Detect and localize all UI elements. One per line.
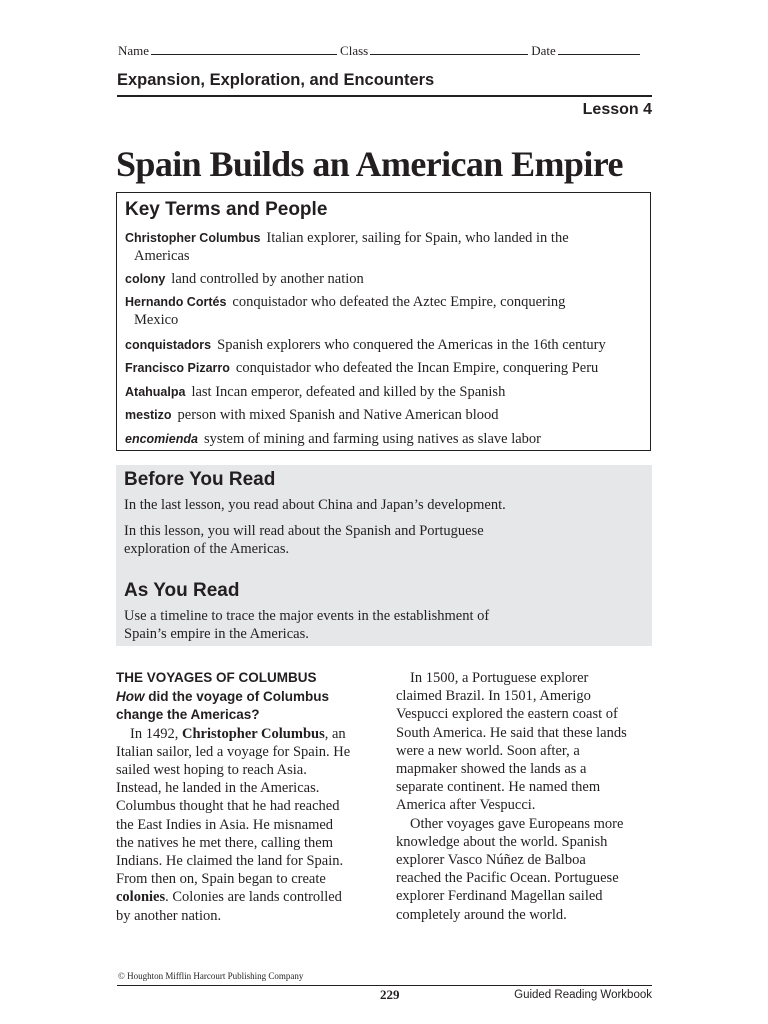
before-you-read-heading: Before You Read <box>124 469 276 490</box>
term-item <box>125 270 645 288</box>
before-you-read-text-1: In the last lesson, you read about China and Japan’s development. <box>124 497 506 513</box>
left-column-body <box>116 725 378 925</box>
body-text-line <box>396 851 654 869</box>
body-text: South America. He said that these lands <box>396 724 627 741</box>
copyright-notice: © Houghton Mifflin Harcourt Publishing Company <box>118 971 304 981</box>
term-item <box>125 359 645 377</box>
term-item <box>125 336 645 354</box>
as-you-read-text-b: Spain’s empire in the Americas. <box>124 626 309 642</box>
body-text: were a new world. Soon after, a <box>396 742 580 759</box>
body-text-line <box>396 705 654 723</box>
body-text-line <box>396 778 654 796</box>
body-text-line <box>396 724 654 742</box>
date-blank[interactable] <box>558 43 640 55</box>
term-definition-cont: Mexico <box>134 312 179 328</box>
term-item <box>125 406 645 424</box>
body-text: Columbus thought that he had reached <box>116 798 340 815</box>
page-title: Spain Builds an American Empire <box>116 144 623 184</box>
term-definition: conquistador who defeated the Aztec Empire, conquering <box>232 294 566 310</box>
term-item <box>125 293 645 329</box>
key-terms-box <box>116 192 651 451</box>
body-text-line <box>396 869 654 887</box>
term-definition: last Incan emperor, defeated and killed by the Spanish <box>191 384 506 400</box>
body-text: Italian sailor, led a voyage for Spain. He <box>116 743 351 760</box>
body-text-line <box>396 887 654 905</box>
term-item <box>125 383 645 401</box>
before-you-read-text-2a: In this lesson, you will read about the Spanish and Portuguese <box>124 523 484 539</box>
body-text-line <box>396 833 654 851</box>
term-definition: land controlled by another nation <box>171 271 364 287</box>
body-text: sailed west hoping to reach Asia. <box>116 761 307 778</box>
body-text: explorer Vasco Núñez de Balboa <box>396 852 586 869</box>
question-italic: How <box>116 688 145 704</box>
body-text: completely around the world. <box>396 906 567 923</box>
body-text-line <box>396 742 654 760</box>
body-text: In 1492, <box>130 725 182 742</box>
body-text-line <box>396 815 654 833</box>
term-name: encomienda <box>125 432 198 446</box>
key-term-bold: Christopher Columbus <box>181 725 325 742</box>
term-definition-cont: Americas <box>134 248 190 264</box>
body-text-line <box>116 834 378 852</box>
body-text: Other voyages gave Europeans more <box>410 815 624 832</box>
key-terms-heading: Key Terms and People <box>125 199 328 220</box>
body-text: explorer Ferdinand Magellan sailed <box>396 888 603 905</box>
term-name: colony <box>125 272 166 286</box>
body-text: America after Vespucci. <box>396 797 536 814</box>
body-text-line <box>116 725 378 743</box>
workbook-title: Guided Reading Workbook <box>514 989 652 1001</box>
term-definition: system of mining and farming using natives as slave labor <box>203 431 541 447</box>
body-text: In 1500, a Portuguese explorer <box>410 670 589 686</box>
header-rule <box>117 95 652 97</box>
body-text-line <box>116 797 378 815</box>
right-column-paragraph-1 <box>396 669 654 815</box>
term-name: mestizo <box>125 408 172 422</box>
section-heading: THE VOYAGES OF COLUMBUS <box>116 670 317 685</box>
class-label: Class <box>340 43 369 58</box>
term-definition: person with mixed Spanish and Native American blood <box>177 407 499 423</box>
body-text: reached the Pacific Ocean. Portuguese <box>396 870 619 887</box>
body-text: Vespucci explored the eastern coast of <box>396 706 618 723</box>
body-text-line <box>396 687 654 705</box>
body-text: knowledge about the world. Spanish <box>396 833 608 850</box>
right-column <box>396 669 654 924</box>
section-question-cont: change the Americas? <box>116 707 260 722</box>
page-number: 229 <box>380 987 400 1002</box>
body-text: by another nation. <box>116 907 222 924</box>
body-text-line <box>396 669 654 687</box>
class-blank[interactable] <box>370 43 528 55</box>
section-question <box>116 688 378 707</box>
body-text-line <box>396 760 654 778</box>
question-text: did the voyage of Columbus <box>144 688 330 704</box>
term-name: Atahualpa <box>125 385 186 399</box>
lesson-label: Lesson 4 <box>582 101 652 118</box>
body-text: the East Indies in Asia. He misnamed <box>116 816 334 833</box>
term-definition: conquistador who defeated the Incan Empire, conquering Peru <box>235 360 599 376</box>
term-name: conquistadors <box>125 338 212 352</box>
name-class-date-row <box>118 43 652 59</box>
right-column-paragraph-2 <box>396 815 654 924</box>
key-term-bold: colonies <box>116 889 166 906</box>
term-item <box>125 229 645 265</box>
term-name: Hernando Cortés <box>125 295 227 309</box>
reading-guide-box <box>116 465 652 646</box>
body-text: claimed Brazil. In 1501, Amerigo <box>396 688 591 705</box>
body-text-line <box>396 796 654 814</box>
as-you-read-heading: As You Read <box>124 580 240 601</box>
body-text-line <box>116 907 378 925</box>
date-label: Date <box>531 43 556 58</box>
body-text: , an <box>324 725 346 742</box>
term-name: Francisco Pizarro <box>125 361 230 375</box>
name-label: Name <box>118 43 150 58</box>
footer-rule <box>117 985 652 986</box>
body-text-line <box>396 906 654 924</box>
term-definition: Spanish explorers who conquered the Americas in the 16th century <box>217 337 606 353</box>
body-text: Indians. He claimed the land for Spain. <box>116 852 344 869</box>
term-name: Christopher Columbus <box>125 231 261 245</box>
body-text-line <box>116 888 378 906</box>
body-text: Instead, he landed in the Americas. <box>116 780 320 797</box>
body-text-line <box>116 743 378 761</box>
term-item <box>125 430 645 448</box>
body-text-line <box>116 870 378 888</box>
as-you-read-text-a: Use a timeline to trace the major events in the establishment of <box>124 608 490 624</box>
before-you-read-text-2b: exploration of the Americas. <box>124 541 290 557</box>
body-text: mapmaker showed the lands as a <box>396 761 587 778</box>
body-text-line <box>116 816 378 834</box>
body-text: the natives he met there, calling them <box>116 834 334 851</box>
unit-title: Expansion, Exploration, and Encounters <box>117 71 435 89</box>
body-text-line <box>116 852 378 870</box>
name-blank[interactable] <box>151 43 337 55</box>
body-text-line <box>116 779 378 797</box>
left-column <box>116 669 378 925</box>
body-text: separate continent. He named them <box>396 779 601 796</box>
body-text-line <box>116 761 378 779</box>
term-definition: Italian explorer, sailing for Spain, who landed in the <box>266 230 569 246</box>
body-text: From then on, Spain began to create <box>116 871 326 888</box>
body-text: . Colonies are lands controlled <box>165 889 342 906</box>
